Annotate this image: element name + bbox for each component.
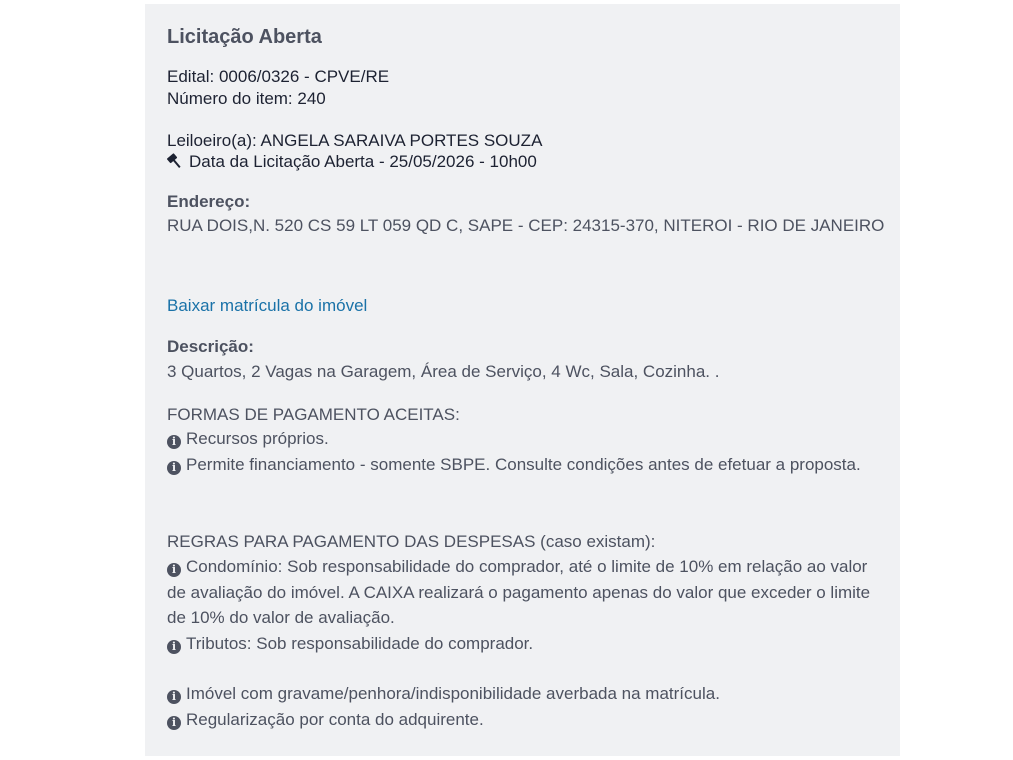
- list-item: i Recursos próprios.: [167, 426, 887, 452]
- list-item: i Tributos: Sob responsabilidade do comprador.: [167, 631, 887, 657]
- description-value: 3 Quartos, 2 Vagas na Garagem, Área de Serviço, 4 Wc, Sala, Cozinha. .: [167, 362, 720, 381]
- gavel-icon: [167, 153, 184, 169]
- address-label: Endereço:: [167, 192, 251, 211]
- property-detail-panel: [145, 4, 900, 756]
- page-title: Licitação Aberta: [167, 26, 322, 48]
- info-circle-icon: i: [167, 461, 181, 475]
- info-circle-icon: i: [167, 435, 181, 449]
- info-circle-icon: i: [167, 716, 181, 730]
- info-circle-icon: i: [167, 640, 181, 654]
- expense-rules-list: [167, 554, 887, 656]
- additional-notes-list: [167, 681, 887, 732]
- description-label: Descrição:: [167, 337, 254, 356]
- address-value: RUA DOIS,N. 520 CS 59 LT 059 QD C, SAPE - CEP: 24315-370, NITEROI - RIO DE JANEIRO: [167, 216, 885, 235]
- edital-text: Edital: 0006/0326 - CPVE/RE: [167, 67, 390, 86]
- auctioneer-text: Leiloeiro(a): ANGELA SARAIVA PORTES SOUZA: [167, 131, 543, 150]
- expense-rules-heading: REGRAS PARA PAGAMENTO DAS DESPESAS (caso existam):: [167, 532, 656, 551]
- list-item: i Permite financiamento - somente SBPE. Consulte condições antes de efetuar a proposta.: [167, 452, 887, 478]
- download-registration-link[interactable]: Baixar matrícula do imóvel: [167, 296, 368, 315]
- payment-forms-list: [167, 426, 887, 477]
- info-circle-icon: i: [167, 690, 181, 704]
- payment-forms-heading: FORMAS DE PAGAMENTO ACEITAS:: [167, 405, 460, 424]
- list-item: i Regularização por conta do adquirente.: [167, 707, 887, 733]
- item-number-text: Número do item: 240: [167, 89, 326, 108]
- auction-date-row: [167, 152, 537, 172]
- info-circle-icon: i: [167, 563, 181, 577]
- list-item: i Condomínio: Sob responsabilidade do comprador, até o limite de 10% em relação ao valor de avaliação do imóvel. A CAIXA realizará o pagamento apenas do valor que exceder o limite de 10% do valor de avaliação.: [167, 557, 871, 627]
- auction-date-text: Data da Licitação Aberta - 25/05/2026 - 10h00: [189, 152, 537, 171]
- list-item: i Imóvel com gravame/penhora/indisponibilidade averbada na matrícula.: [167, 681, 887, 707]
